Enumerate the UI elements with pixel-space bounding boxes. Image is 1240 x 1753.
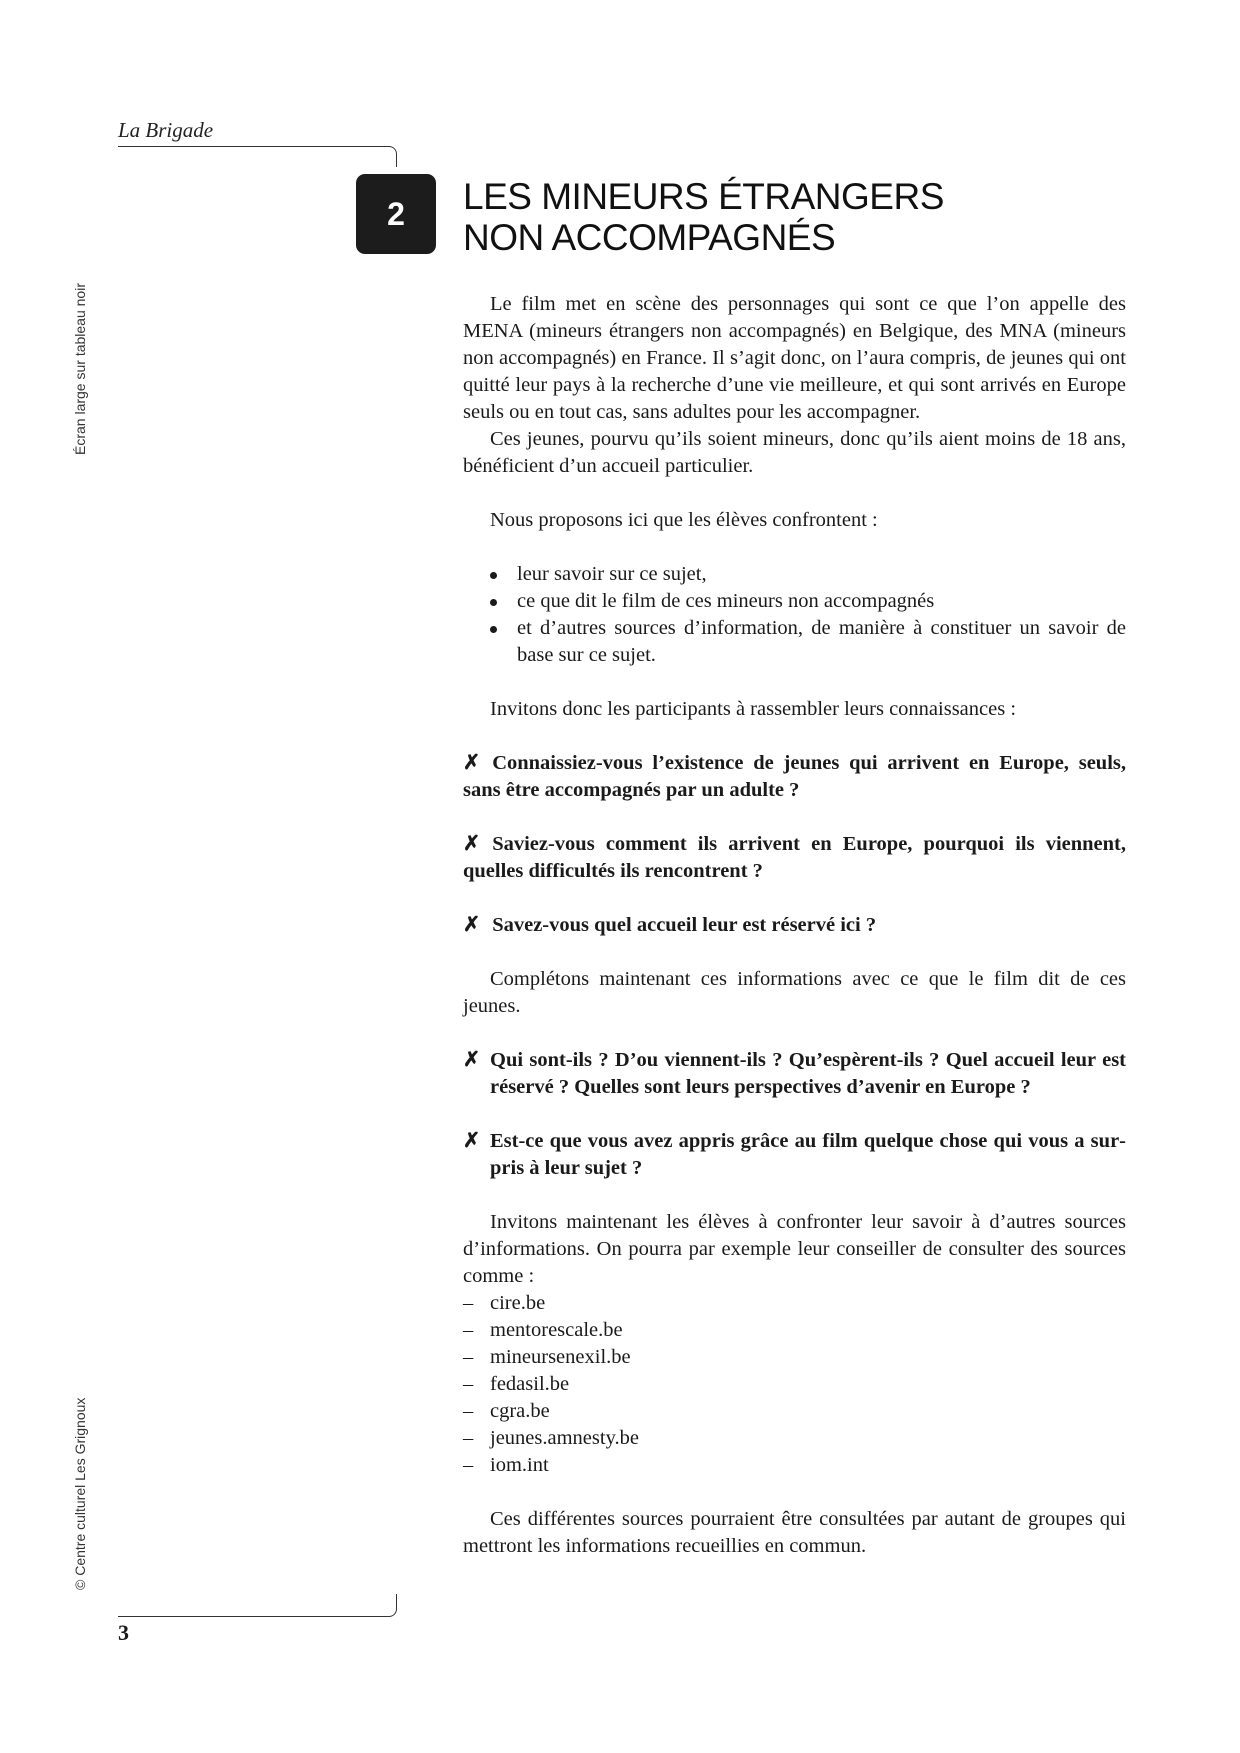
question-text: Savez-vous quel accueil leur est réservé ici ? [492, 914, 877, 936]
footer-rule [118, 1594, 397, 1617]
bullet-text: leur savoir sur ce sujet, [517, 563, 707, 585]
question-item [463, 831, 1126, 885]
bullet-icon [490, 572, 497, 579]
bullet-icon [490, 599, 497, 606]
source-item [463, 1317, 1126, 1344]
chapter-number-badge: 2 [356, 174, 436, 254]
source-item [463, 1452, 1126, 1479]
sources-intro-paragraph: Invitons maintenant les élèves à confronter leur savoir à d’autres sources d’informations. On pourra par exemple leur conseiller de consulter des sources comme : [463, 1211, 1126, 1287]
chapter-title-line-1: LES MINEURS ÉTRANGERS [463, 176, 944, 217]
invite-paragraph: Invitons donc les participants à rassembler leurs connaissances : [490, 698, 1017, 720]
source-item [463, 1398, 1126, 1425]
source-text: cire.be [490, 1292, 546, 1314]
source-text: mineursenexil.be [490, 1346, 631, 1368]
sources-list [463, 1290, 1126, 1479]
question-text: Qui sont-ils ? D’ou viennent-ils ? Qu’espèrent-ils ? Quel accueil leur est réservé ? Quelles sont leurs perspectives d’avenir en Europe ? [490, 1049, 1126, 1098]
source-item [463, 1371, 1126, 1398]
source-item [463, 1425, 1126, 1452]
dash-icon: – [463, 1454, 474, 1476]
source-item [463, 1344, 1126, 1371]
cross-mark-icon: ✗ [463, 1130, 481, 1152]
bullet-list [463, 561, 1126, 669]
page-number: 3 [118, 1620, 129, 1645]
bullet-text: ce que dit le film de ces mineurs non accompagnés [517, 590, 935, 612]
question-text: Est-ce que vous avez appris grâce au film quelque chose qui vous a surpris à leur sujet ? [490, 1130, 1126, 1179]
main-text [463, 291, 1126, 1560]
cross-mark-icon: ✗ [463, 752, 481, 774]
side-caption-top: Écran large sur tableau noir [72, 283, 88, 455]
question-item [463, 1047, 1126, 1101]
side-caption-copyright: © Centre culturel Les Grignoux [72, 1397, 88, 1590]
question-item [463, 750, 1126, 804]
bullet-icon [490, 626, 497, 633]
cross-mark-icon: ✗ [463, 833, 481, 855]
source-text: jeunes.amnesty.be [490, 1427, 639, 1449]
source-text: fedasil.be [490, 1373, 570, 1395]
bullet-text: et d’autres sources d’information, de manière à constituer un savoir de base sur ce sujet. [517, 617, 1126, 666]
bullet-item [463, 561, 1126, 588]
chapter-title-line-2: NON ACCOMPAGNÉS [463, 217, 836, 258]
question-text: Connaissiez-vous l’existence de jeunes qui arrivent en Europe, seuls, sans être accompagnés par un adulte ? [463, 752, 1126, 801]
running-title: La Brigade [118, 118, 214, 142]
question-item [463, 1128, 1126, 1182]
source-text: iom.int [490, 1454, 549, 1476]
dash-icon: – [463, 1373, 474, 1395]
question-text: Saviez-vous comment ils arrivent en Europe, pourquoi ils viennent, quelles difficultés ils rencontrent ? [463, 833, 1126, 882]
question-item [463, 912, 1126, 939]
bullet-item [463, 588, 1126, 615]
chapter-title [463, 176, 944, 258]
dash-icon: – [463, 1400, 474, 1422]
source-text: mentorescale.be [490, 1319, 623, 1341]
source-item [463, 1290, 1126, 1317]
intro-paragraph: Ces jeunes, pourvu qu’ils soient mineurs, donc qu’ils aient moins de 18 ans, bénéficient d’un accueil particulier. [463, 428, 1126, 477]
dash-icon: – [463, 1319, 474, 1341]
dash-icon: – [463, 1427, 474, 1449]
dash-icon: – [463, 1292, 474, 1314]
dash-icon: – [463, 1346, 474, 1368]
complete-paragraph: Complétons maintenant ces informations avec ce que le film dit de ces jeunes. [463, 968, 1126, 1017]
proposal-paragraph: Nous proposons ici que les élèves confrontent : [490, 509, 878, 531]
cross-mark-icon: ✗ [463, 1049, 481, 1071]
closing-paragraph: Ces différentes sources pourraient être consultées par autant de groupes qui mettront les informations recueillies en commun. [463, 1508, 1126, 1557]
bullet-item [463, 615, 1126, 669]
cross-mark-icon: ✗ [463, 914, 481, 936]
header-rule [118, 146, 397, 167]
intro-paragraph: Le film met en scène des personnages qui sont ce que l’on appelle des MENA (mineurs étrangers non accompagnés) en Belgique, des MNA (mineurs non accompagnés) en France. Il s’agit donc, on l’aura compris, de jeunes qui ont quitté leur pays à la recherche d’une vie meilleure, et qui sont arrivés en Europe seuls ou en tout cas, sans adultes pour les accompagner. [463, 293, 1126, 423]
source-text: cgra.be [490, 1400, 550, 1422]
